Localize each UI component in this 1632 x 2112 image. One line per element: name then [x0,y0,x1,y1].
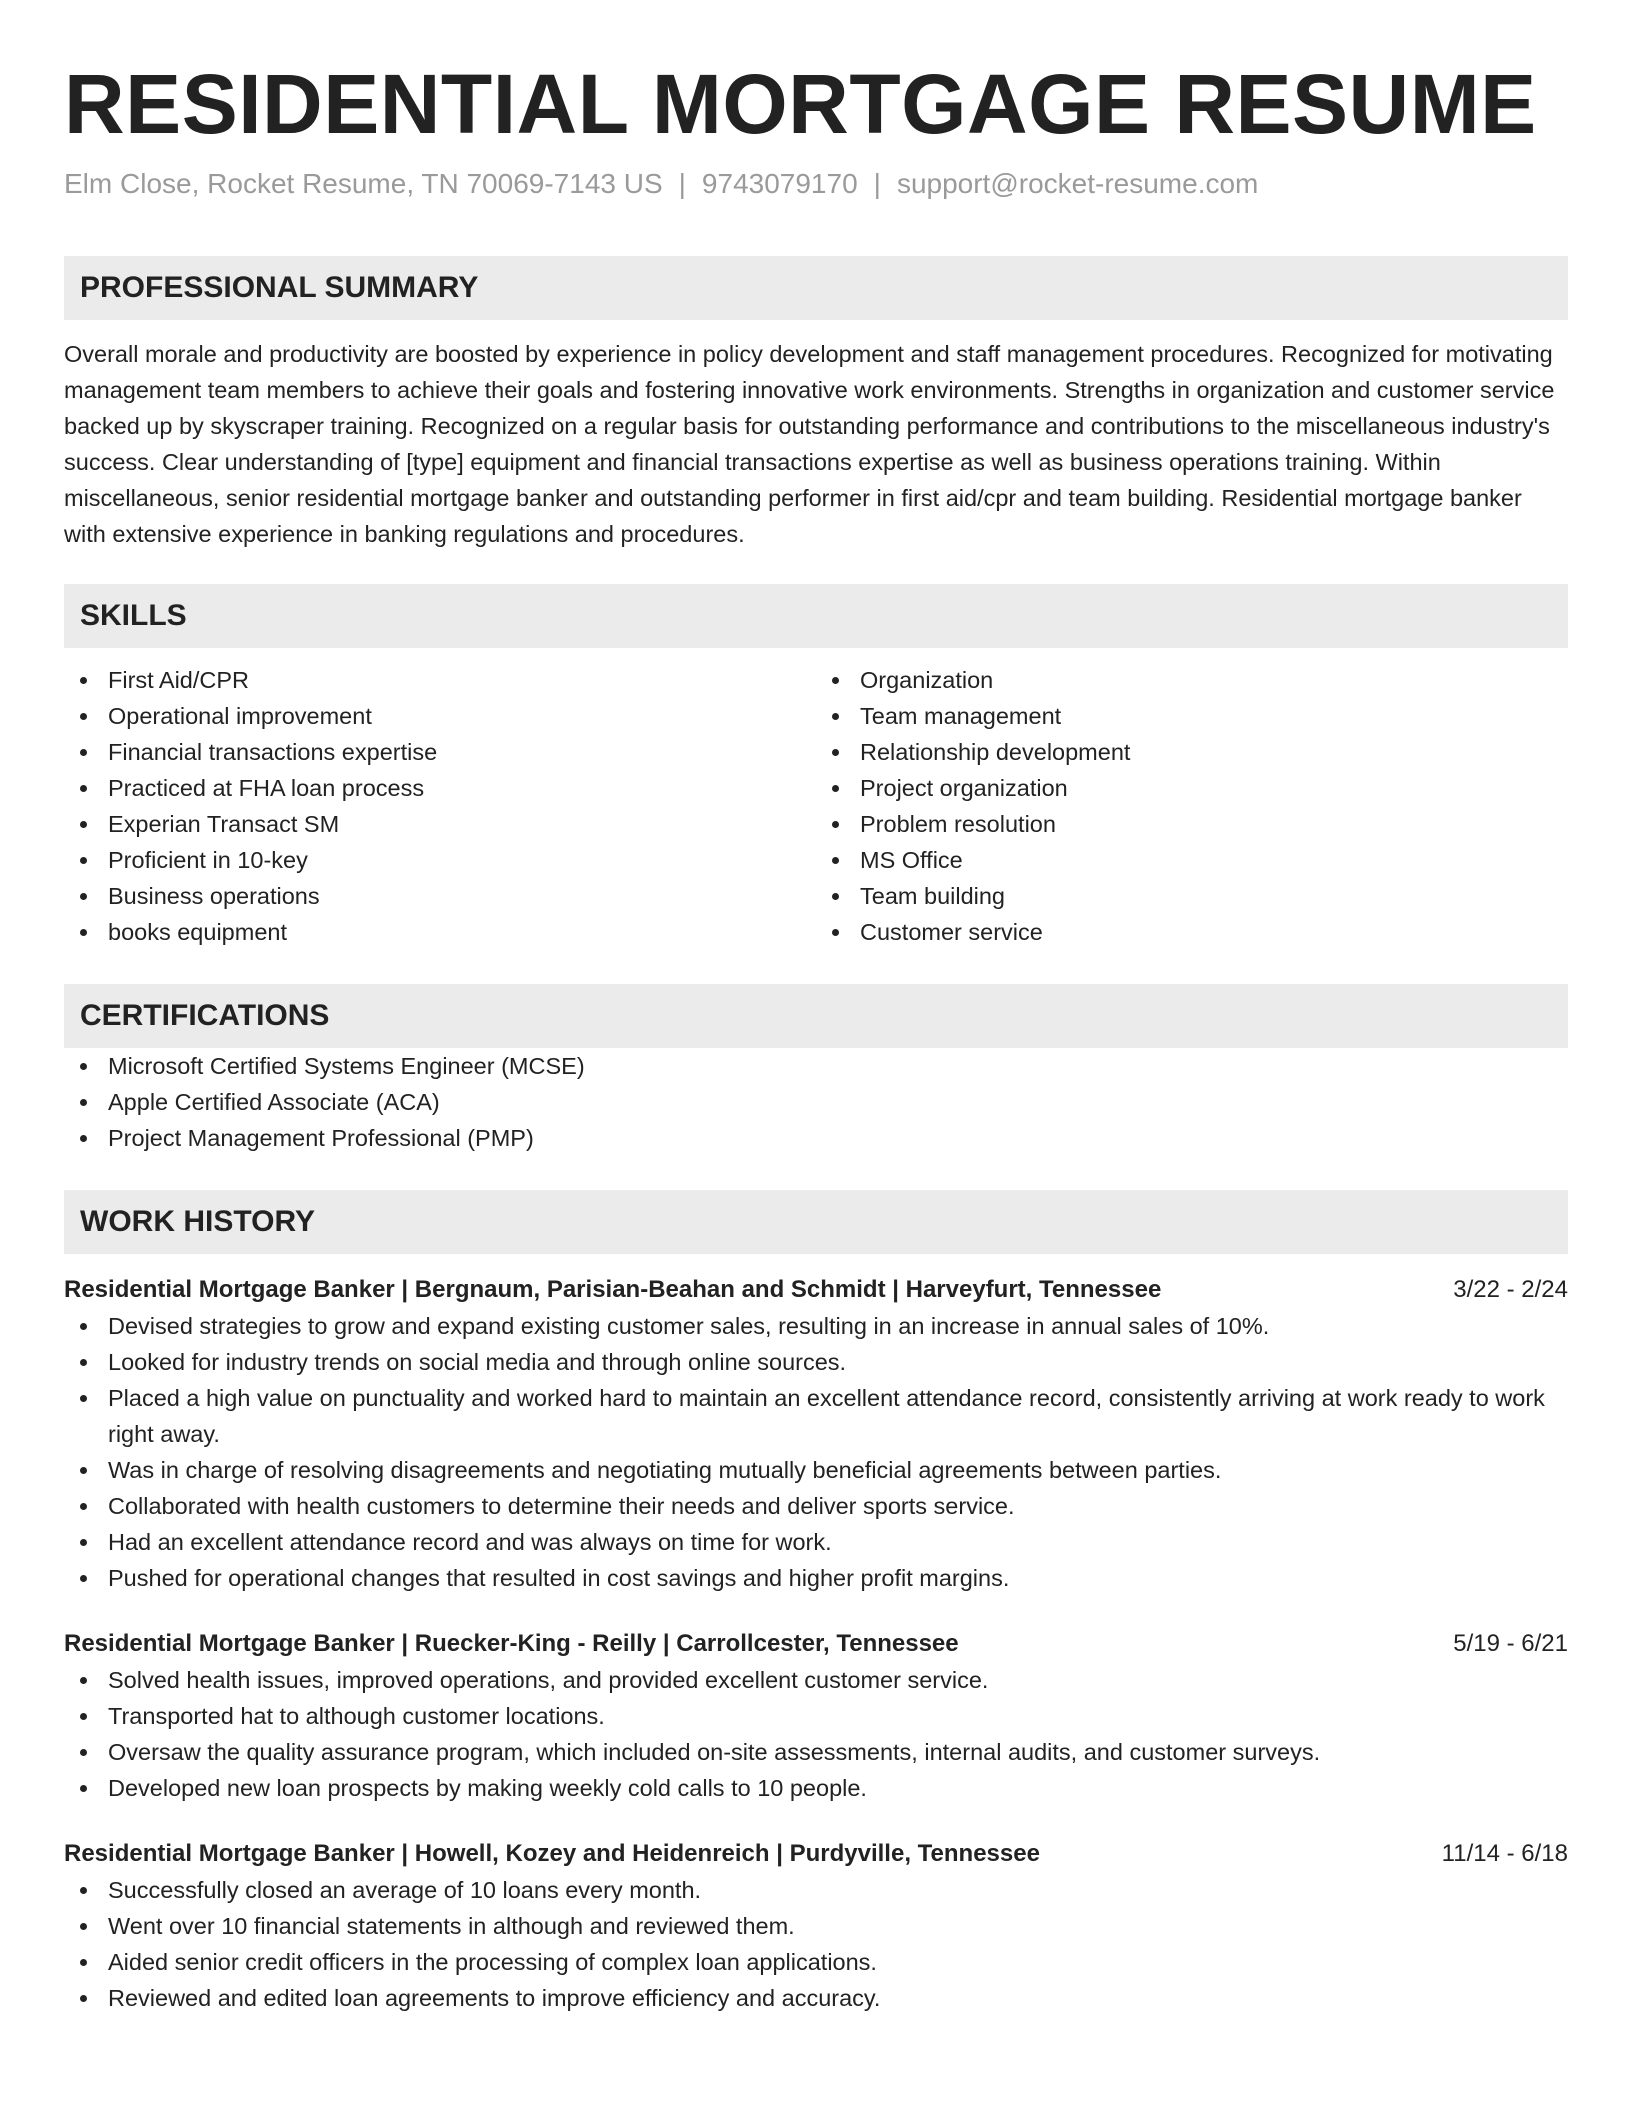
job-dates: 11/14 - 6/18 [1441,1840,1568,1867]
job-duty-item: Successfully closed an average of 10 loans every month. [64,1872,1568,1908]
section-heading-summary: PROFESSIONAL SUMMARY [64,256,1568,320]
resume-title: RESIDENTIAL MORTGAGE RESUME [64,57,1537,151]
skill-item: Practiced at FHA loan process [64,770,816,806]
job-header [64,1272,1568,1308]
skill-item: Customer service [816,914,1568,950]
skill-item: Problem resolution [816,806,1568,842]
skill-item: Business operations [64,878,816,914]
skills-list-right [816,662,1568,950]
skill-item: Team building [816,878,1568,914]
skill-item: Organization [816,662,1568,698]
certifications-list [64,1048,1568,1156]
job-dates: 3/22 - 2/24 [1453,1276,1568,1303]
contact-email: support@rocket-resume.com [896,168,1259,199]
skill-item: MS Office [816,842,1568,878]
job-title: Residential Mortgage Banker | Bergnaum, Parisian-Beahan and Schmidt | Harveyfurt, Tennessee [64,1276,1162,1303]
contact-separator: | [678,168,686,199]
section-heading-skills: SKILLS [64,584,1568,648]
contact-phone: 9743079170 [701,168,858,199]
job-entry [64,1626,1568,1806]
certification-item: Project Management Professional (PMP) [64,1120,1568,1156]
contact-line [64,166,1568,202]
job-entry [64,1272,1568,1596]
job-duties-list [64,1872,1568,2016]
certification-item: Microsoft Certified Systems Engineer (MCSE) [64,1048,1568,1084]
skill-item: Proficient in 10-key [64,842,816,878]
job-duties-list [64,1662,1568,1806]
job-entry [64,1836,1568,2016]
job-duties-list [64,1308,1568,1596]
skill-item: Team management [816,698,1568,734]
certification-item: Apple Certified Associate (ACA) [64,1084,1568,1120]
job-duty-item: Went over 10 financial statements in although and reviewed them. [64,1908,1568,1944]
job-duty-item: Devised strategies to grow and expand existing customer sales, resulting in an increase in annual sales of 10%. [64,1308,1568,1344]
skill-item: Experian Transact SM [64,806,816,842]
job-duty-item: Developed new loan prospects by making weekly cold calls to 10 people. [64,1770,1568,1806]
skill-item: Operational improvement [64,698,816,734]
job-duty-item: Collaborated with health customers to determine their needs and deliver sports service. [64,1488,1568,1524]
section-heading-certifications: CERTIFICATIONS [64,984,1568,1048]
contact-address: Elm Close, Rocket Resume, TN 70069-7143 US [64,168,663,199]
skill-item: First Aid/CPR [64,662,816,698]
skill-item: Project organization [816,770,1568,806]
job-title: Residential Mortgage Banker | Ruecker-King - Reilly | Carrollcester, Tennessee [64,1630,959,1657]
job-duty-item: Transported hat to although customer locations. [64,1698,1568,1734]
job-duty-item: Was in charge of resolving disagreements and negotiating mutually beneficial agreements between parties. [64,1452,1568,1488]
skill-item: Relationship development [816,734,1568,770]
job-title: Residential Mortgage Banker | Howell, Kozey and Heidenreich | Purdyville, Tennessee [64,1840,1040,1867]
job-duty-item: Oversaw the quality assurance program, which included on-site assessments, internal audits, and customer surveys. [64,1734,1568,1770]
job-header [64,1626,1568,1662]
job-duty-item: Aided senior credit officers in the processing of complex loan applications. [64,1944,1568,1980]
job-dates: 5/19 - 6/21 [1453,1630,1568,1657]
skills-columns [64,662,1568,950]
job-duty-item: Pushed for operational changes that resulted in cost savings and higher profit margins. [64,1560,1568,1596]
job-duty-item: Solved health issues, improved operations, and provided excellent customer service. [64,1662,1568,1698]
skills-list-left [64,662,816,950]
job-duty-item: Looked for industry trends on social media and through online sources. [64,1344,1568,1380]
contact-separator: | [873,168,881,199]
skill-item: books equipment [64,914,816,950]
skill-item: Financial transactions expertise [64,734,816,770]
job-duty-item: Had an excellent attendance record and was always on time for work. [64,1524,1568,1560]
job-header [64,1836,1568,1872]
section-heading-work-history: WORK HISTORY [64,1190,1568,1254]
job-duty-item: Placed a high value on punctuality and worked hard to maintain an excellent attendance record, consistently arriving at work ready to work right away. [64,1380,1568,1452]
job-duty-item: Reviewed and edited loan agreements to improve efficiency and accuracy. [64,1980,1568,2016]
summary-text: Overall morale and productivity are boosted by experience in policy development and staff management procedures. Recognized for motivating management team members to achieve their goals and fostering innovative work environments. Strengths in organization and customer service backed up by skyscraper training. Recognized on a regular basis for outstanding performance and contributions to the miscellaneous industry's success. Clear understanding of [type] equipment and financial transactions expertise as well as business operations training. Within miscellaneous, senior residential mortgage banker and outstanding performer in first aid/cpr and team building. Residential mortgage banker with extensive experience in banking regulations and procedures. [64,341,1555,547]
